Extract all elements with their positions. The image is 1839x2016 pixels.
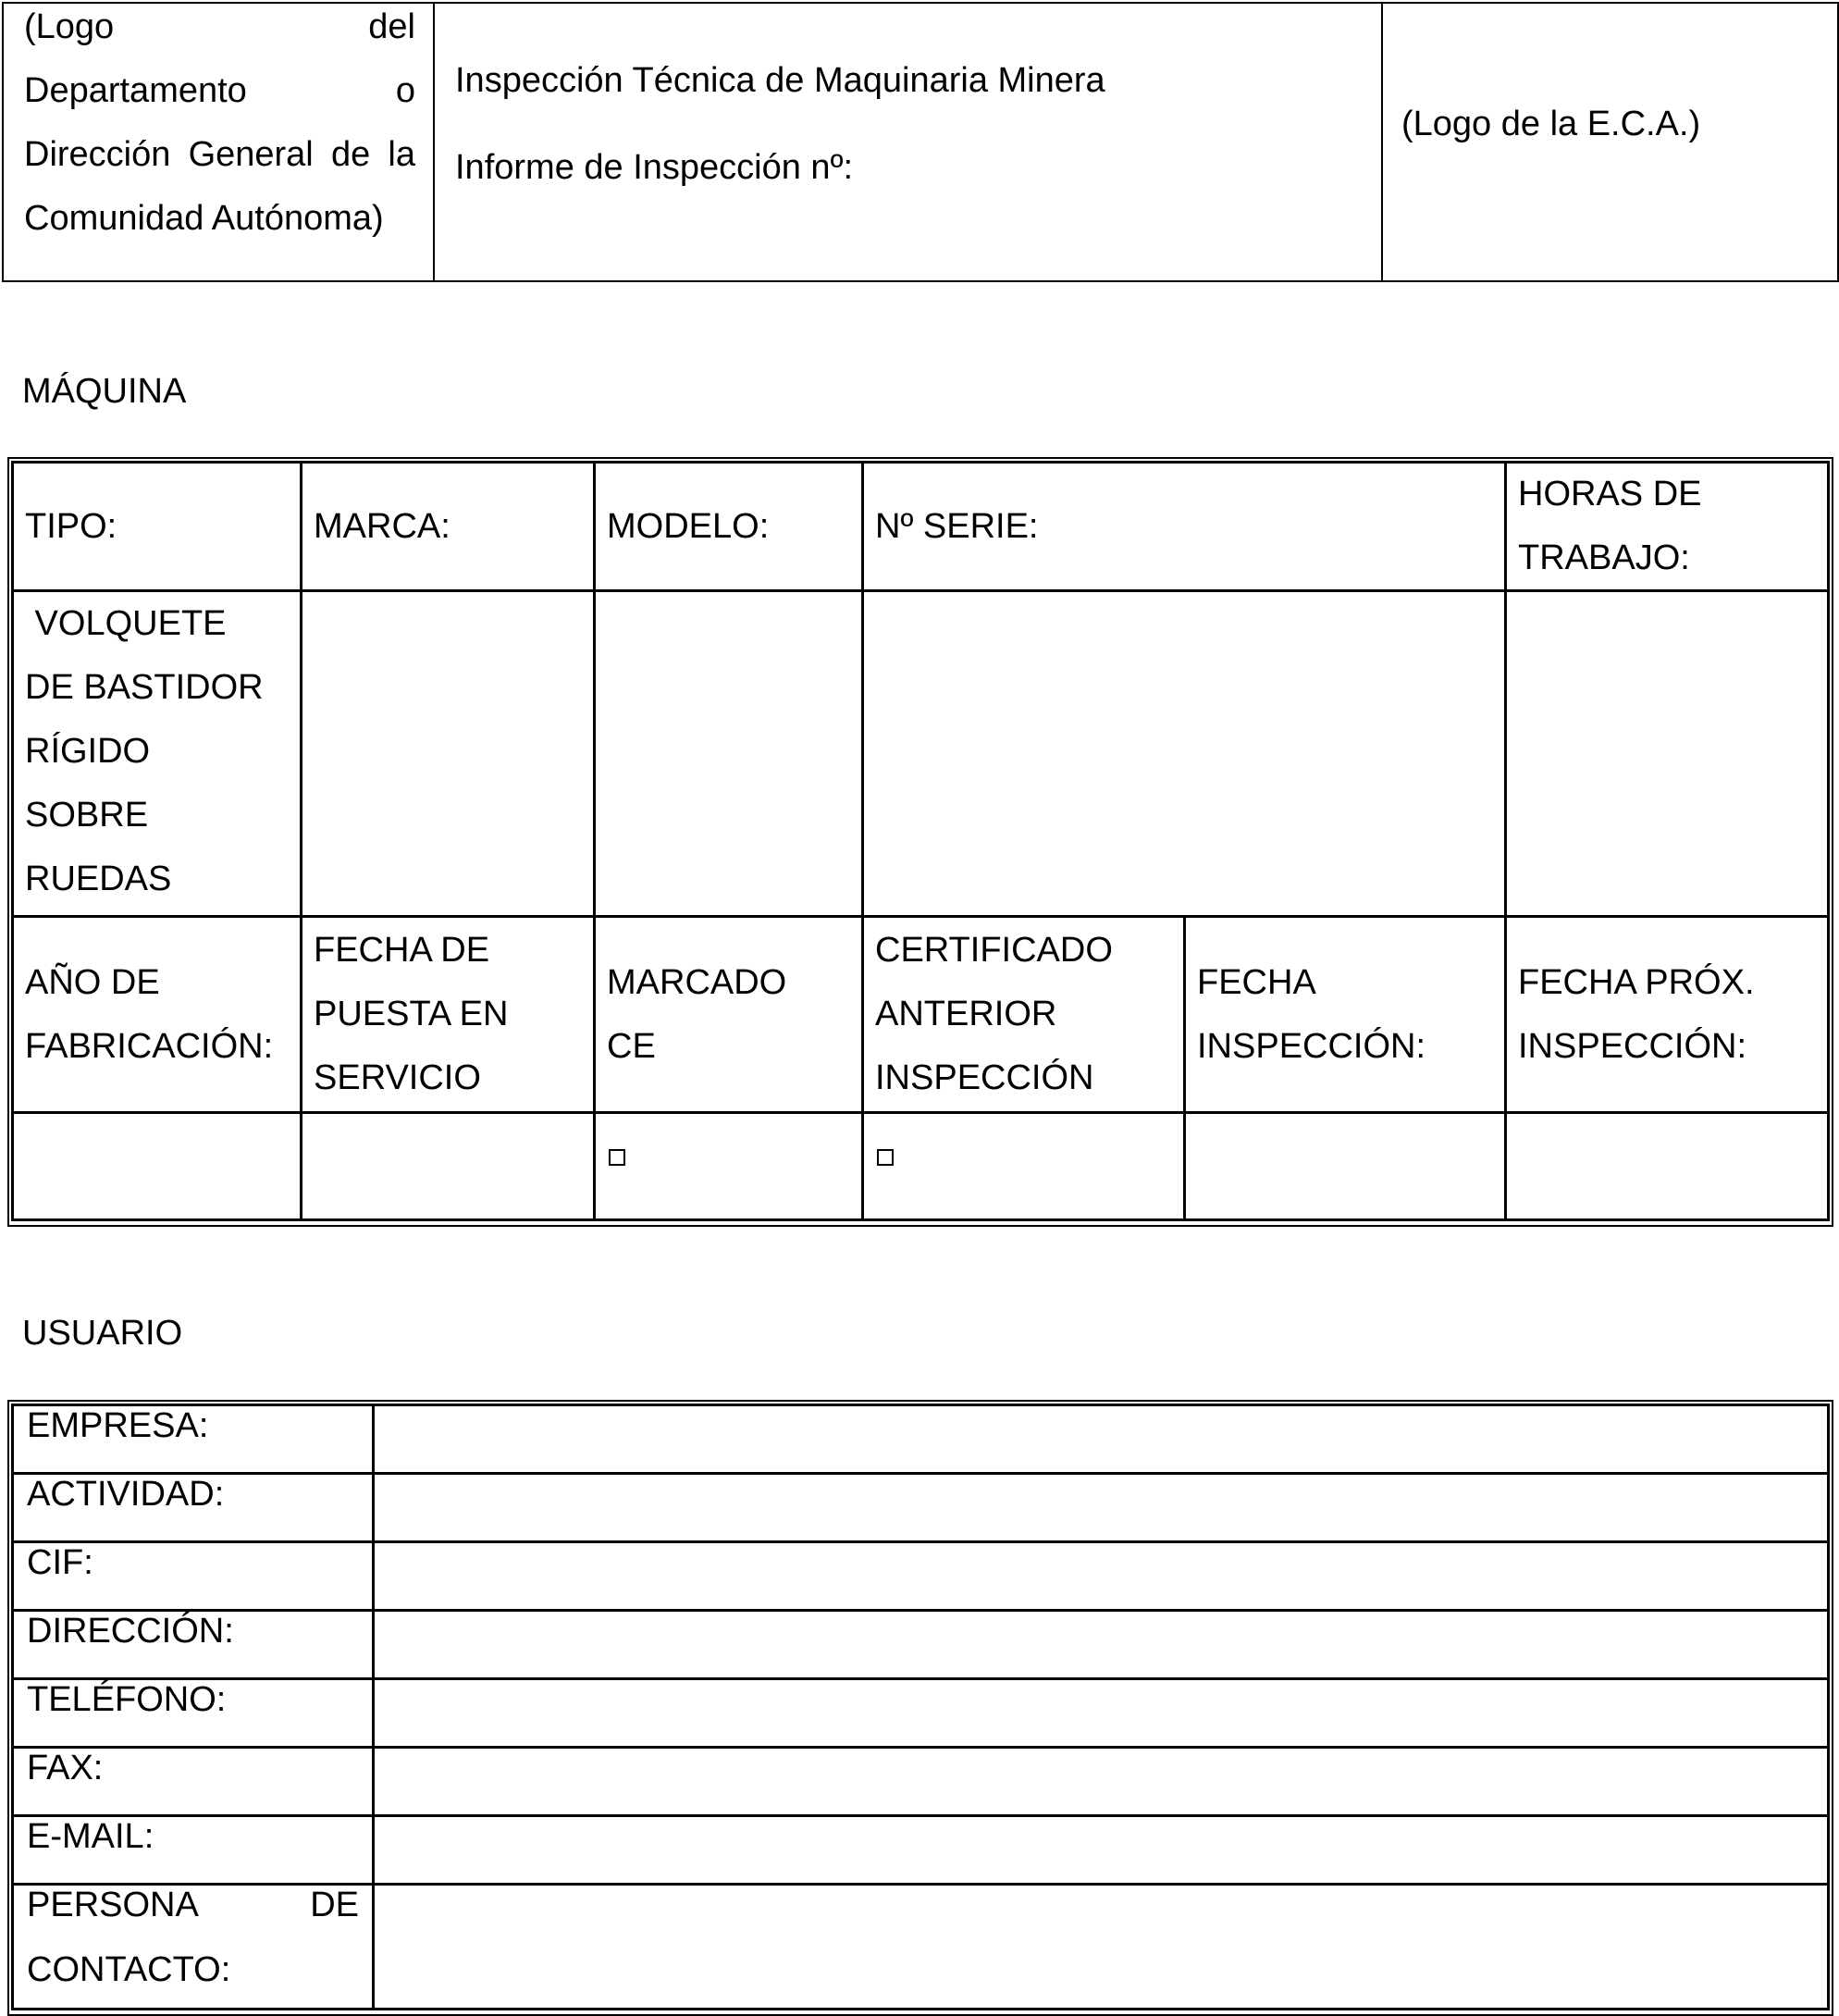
- cell-telefono-label: [11, 1677, 375, 1749]
- cell-empresa-value[interactable]: [372, 1404, 1830, 1475]
- cell-marca-label: [300, 461, 596, 592]
- left-logo-line: [24, 201, 415, 236]
- cell-contacto-label: [11, 1883, 375, 2010]
- section-title-usuario: USUARIO: [22, 1314, 183, 1353]
- cell-modelo-value[interactable]: [593, 589, 864, 918]
- cell-cif-label: [11, 1540, 375, 1612]
- tipo-value-line: DE BASTIDOR: [25, 668, 264, 707]
- cell-email-value[interactable]: [372, 1814, 1830, 1886]
- cell-empresa-label: [11, 1404, 375, 1475]
- anio-label-line: AÑO DE: [25, 962, 160, 1002]
- cell-puesta-value[interactable]: [300, 1111, 596, 1221]
- anio-label-line: FABRICACIÓN:: [25, 1026, 274, 1066]
- cell-email-label: [11, 1814, 375, 1886]
- contacto-label-word: PERSONA: [27, 1886, 199, 1924]
- modelo-label: MODELO:: [607, 506, 770, 546]
- marca-label: MARCA:: [314, 506, 450, 546]
- user-table: [7, 1400, 1833, 2016]
- contacto-label-word: DE: [310, 1886, 359, 1924]
- tipo-value-line: SOBRE: [25, 796, 149, 835]
- cell-puesta-label: [300, 915, 596, 1114]
- puesta-label-line: PUESTA EN: [314, 995, 509, 1033]
- report-number-label: Informe de Inspección nº:: [455, 148, 854, 187]
- left-logo-word: Dirección: [24, 135, 171, 174]
- section-title-maquina: MÁQUINA: [22, 372, 187, 411]
- cell-direccion-label: [11, 1609, 375, 1680]
- left-logo-word: del: [368, 7, 415, 46]
- fax-label: FAX:: [27, 1749, 104, 1787]
- left-logo-word: Comunidad Autónoma): [24, 199, 384, 238]
- certificado-label-line: INSPECCIÓN: [875, 1058, 1094, 1097]
- left-logo-word: General: [188, 135, 314, 174]
- email-label: E-MAIL:: [27, 1817, 154, 1856]
- contacto-label-line: CONTACTO:: [27, 1950, 231, 1989]
- left-logo-line: [24, 73, 415, 108]
- empresa-label: EMPRESA:: [27, 1406, 209, 1445]
- left-logo-word: (Logo: [24, 7, 115, 46]
- cell-marcado-value: [593, 1111, 864, 1221]
- marcado-label-line: CE: [607, 1026, 656, 1066]
- cell-telefono-value[interactable]: [372, 1677, 1830, 1749]
- puesta-label-line: FECHA DE: [314, 931, 490, 970]
- cell-fax-value[interactable]: [372, 1746, 1830, 1817]
- cell-fax-label: [11, 1746, 375, 1817]
- left-logo-line: [24, 9, 415, 44]
- cell-fecha-insp-value[interactable]: [1183, 1111, 1507, 1221]
- cell-anio-label: [11, 915, 302, 1114]
- left-logo-word: Departamento: [24, 71, 247, 110]
- tipo-label: TIPO:: [25, 506, 117, 546]
- direccion-label: DIRECCIÓN:: [27, 1612, 234, 1651]
- puesta-label-line: SERVICIO: [314, 1058, 481, 1097]
- cell-horas-label: [1504, 461, 1830, 592]
- tipo-value-line: RUEDAS: [25, 860, 172, 898]
- cell-tipo-label: [11, 461, 302, 592]
- cell-actividad-value[interactable]: [372, 1472, 1830, 1543]
- cell-horas-value[interactable]: [1504, 589, 1830, 918]
- right-logo-placeholder: (Logo de la E.C.A.): [1401, 105, 1701, 143]
- cell-actividad-label: [11, 1472, 375, 1543]
- certificado-checkbox[interactable]: [877, 1149, 894, 1166]
- left-logo-word: o: [395, 71, 415, 110]
- fecha-prox-label-line: FECHA PRÓX.: [1518, 962, 1755, 1002]
- header-box: [2, 2, 1839, 282]
- cell-marca-value[interactable]: [300, 589, 596, 918]
- cell-certificado-value: [861, 1111, 1186, 1221]
- cell-fecha-prox-label: [1504, 915, 1830, 1114]
- horas-label-line: HORAS DE: [1518, 475, 1702, 513]
- left-logo-line: [24, 137, 415, 172]
- cell-certificado-label: [861, 915, 1186, 1114]
- cell-direccion-value[interactable]: [372, 1609, 1830, 1680]
- cell-fecha-insp-label: [1183, 915, 1507, 1114]
- telefono-label: TELÉFONO:: [27, 1680, 227, 1719]
- cell-modelo-label: [593, 461, 864, 592]
- header-divider: [433, 4, 435, 280]
- header-divider: [1381, 4, 1383, 280]
- marcado-ce-checkbox[interactable]: [609, 1149, 625, 1166]
- left-logo-word: la: [388, 135, 415, 174]
- left-logo-word: de: [330, 135, 371, 174]
- certificado-label-line: CERTIFICADO: [875, 931, 1113, 970]
- tipo-value-line: VOLQUETE: [25, 604, 227, 643]
- horas-label-line: TRABAJO:: [1518, 538, 1690, 577]
- cif-label: CIF:: [27, 1543, 93, 1582]
- fecha-insp-label-line: FECHA: [1197, 962, 1316, 1002]
- cell-tipo-value: [11, 589, 302, 918]
- cell-serie-label: [861, 461, 1507, 592]
- contacto-label-line: [27, 1887, 359, 1923]
- marcado-label-line: MARCADO: [607, 962, 787, 1002]
- serie-label: Nº SERIE:: [875, 506, 1039, 546]
- cell-contacto-value[interactable]: [372, 1883, 1830, 2010]
- machine-table: [7, 457, 1833, 1227]
- tipo-value-line: RÍGIDO: [25, 732, 151, 771]
- cell-fecha-prox-value[interactable]: [1504, 1111, 1830, 1221]
- cell-cif-value[interactable]: [372, 1540, 1830, 1612]
- fecha-insp-label-line: INSPECCIÓN:: [1197, 1026, 1426, 1066]
- cell-marcado-label: [593, 915, 864, 1114]
- fecha-prox-label-line: INSPECCIÓN:: [1518, 1026, 1747, 1066]
- actividad-label: ACTIVIDAD:: [27, 1475, 225, 1514]
- cell-anio-value[interactable]: [11, 1111, 302, 1221]
- document-title: Inspección Técnica de Maquinaria Minera: [455, 61, 1105, 100]
- certificado-label-line: ANTERIOR: [875, 995, 1057, 1033]
- cell-serie-value[interactable]: [861, 589, 1507, 918]
